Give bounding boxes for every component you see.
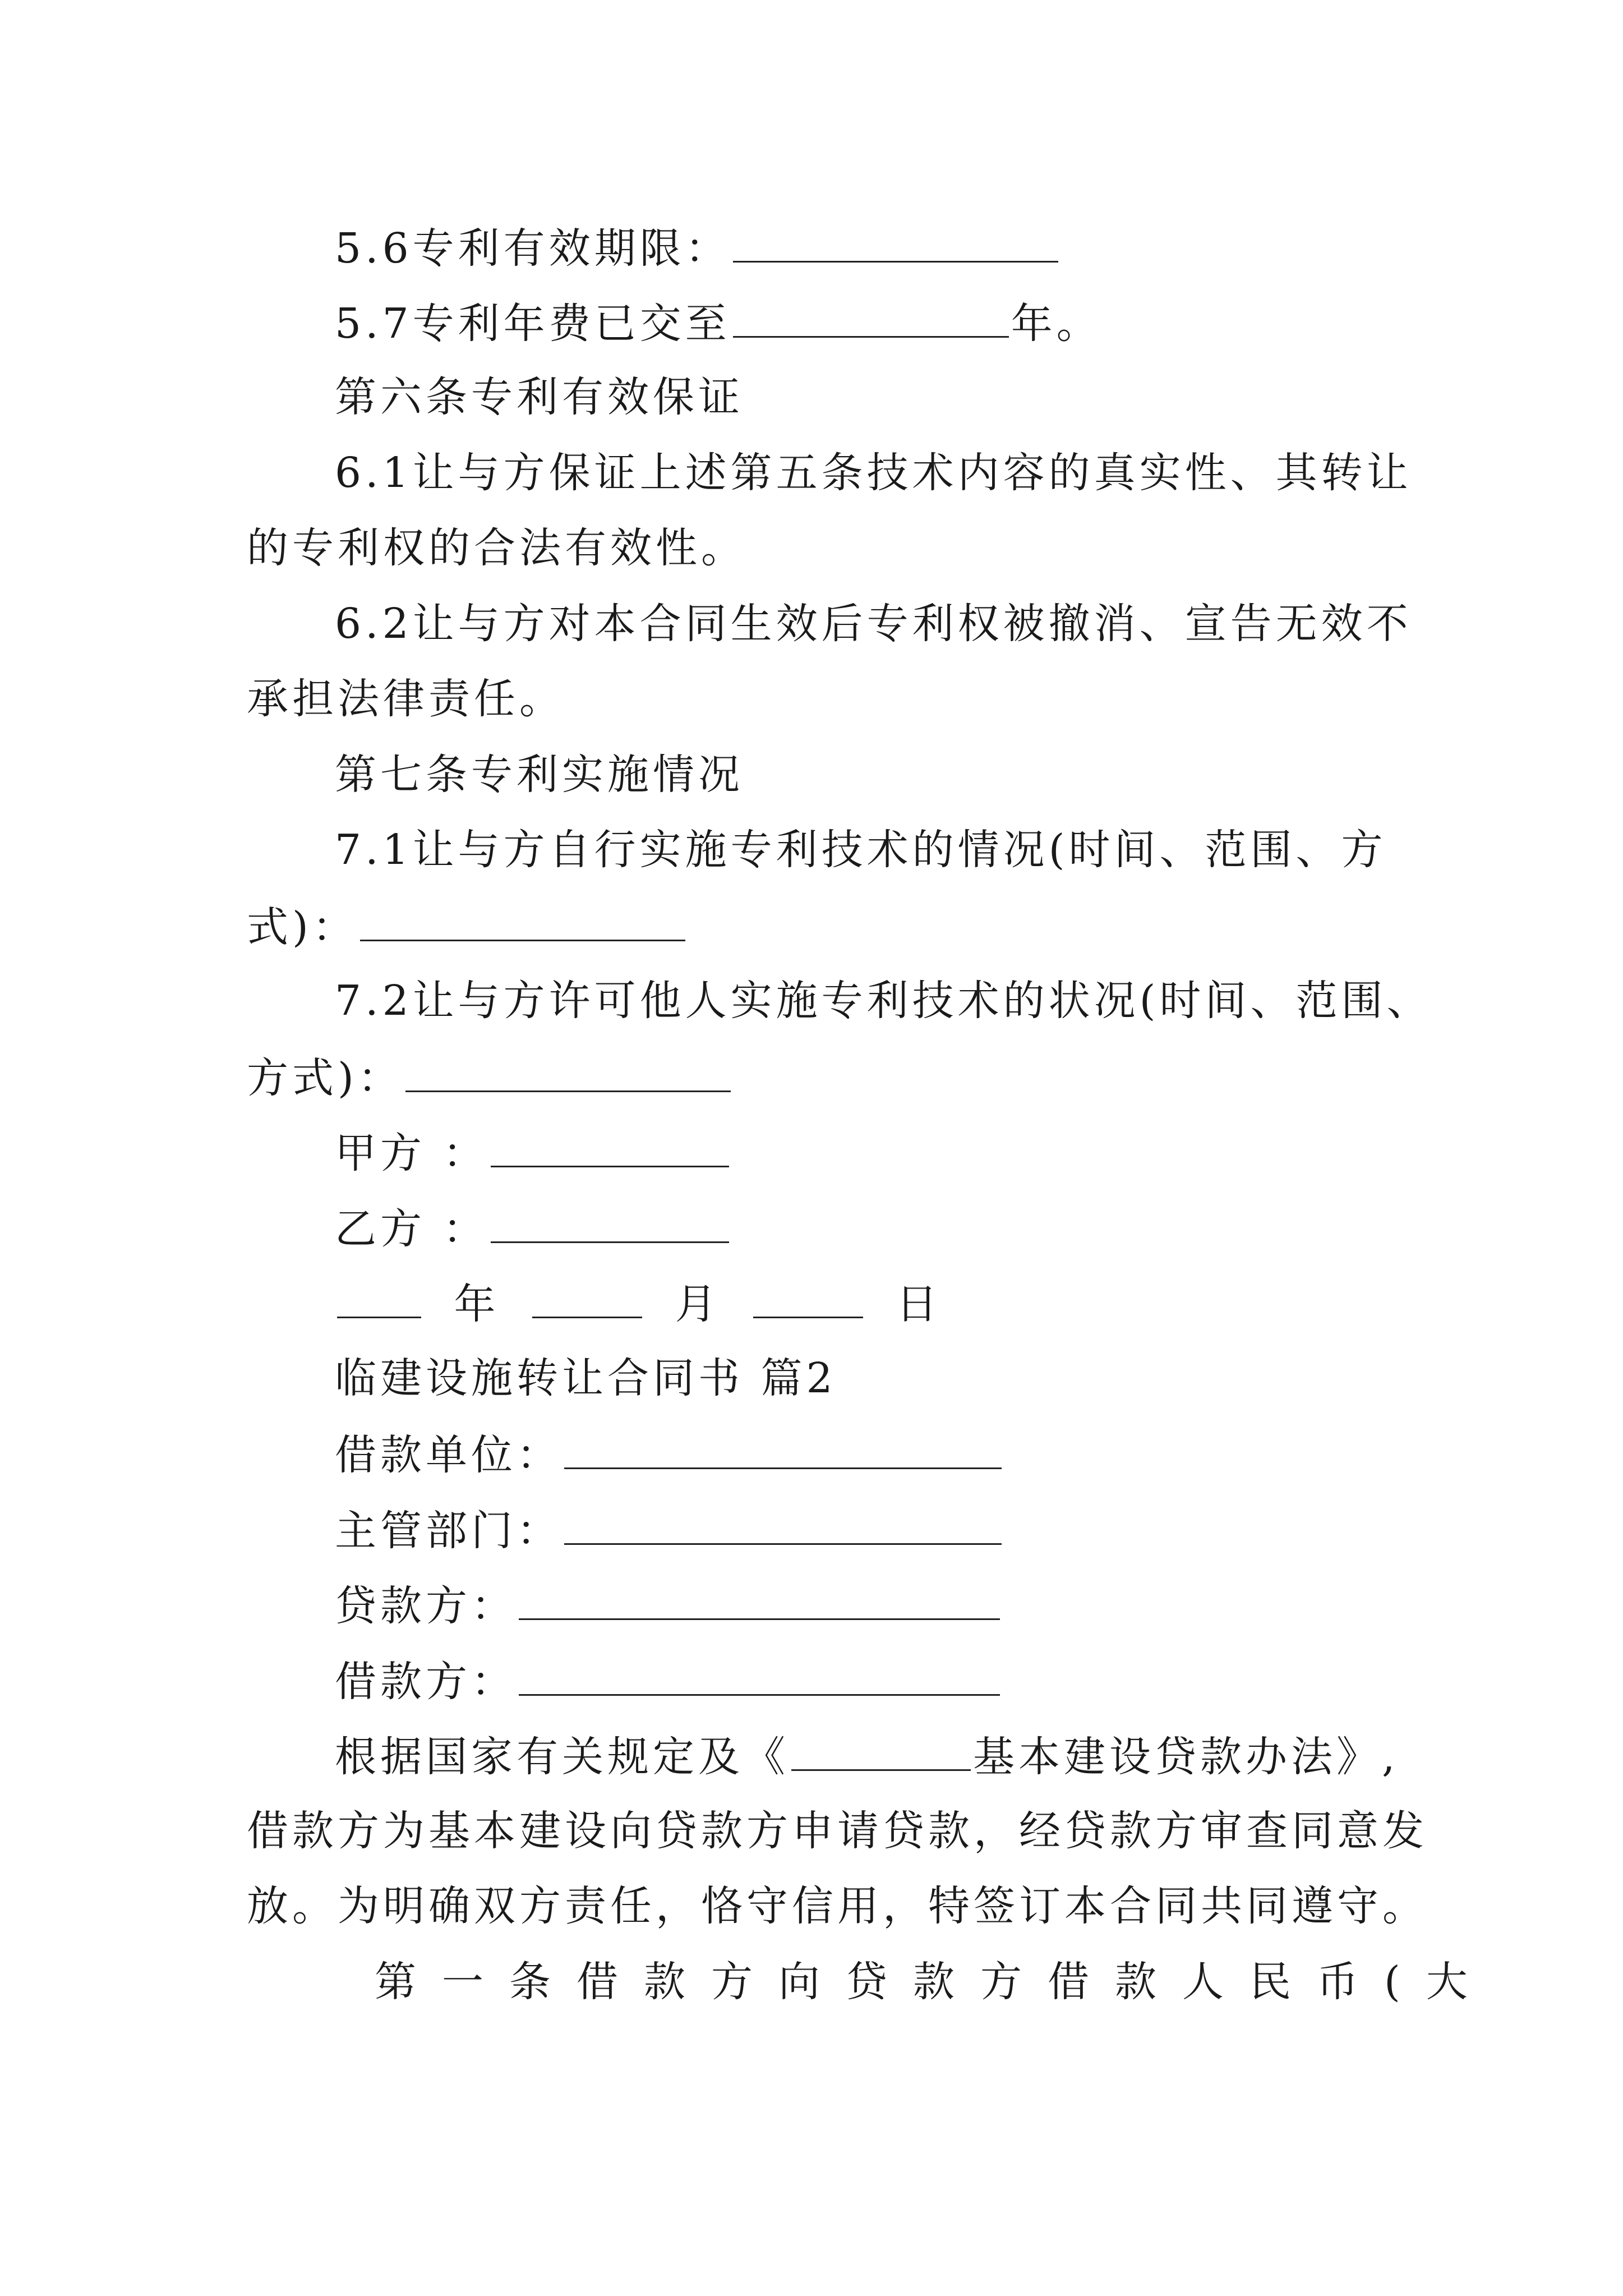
text: 贷款方： xyxy=(335,1582,517,1630)
section-heading: 临建设施转让合同书 篇2 xyxy=(335,1354,837,1402)
text: 方式)： xyxy=(247,1054,403,1102)
preamble-line-1 xyxy=(335,1733,1399,1781)
text: 乙方 ： xyxy=(335,1205,488,1253)
fill-blank xyxy=(532,1282,642,1318)
text: 借款单位： xyxy=(335,1431,562,1479)
date-line xyxy=(335,1280,955,1328)
fill-blank xyxy=(360,905,685,941)
party-a-line xyxy=(335,1129,731,1177)
line-6-2: 6.2让与方对本合同生效后专利权被撤消、宣告无效不 xyxy=(335,600,1412,648)
line-7-2-cont xyxy=(247,1054,733,1102)
line-6-2-cont: 承担法律责任。 xyxy=(247,675,565,723)
article-six-heading: 第六条专利有效保证 xyxy=(335,373,744,421)
fill-blank xyxy=(519,1584,1000,1620)
fill-blank xyxy=(491,1131,729,1167)
fill-blank xyxy=(733,301,1009,338)
text: 主管部门： xyxy=(335,1507,562,1555)
borrower-line xyxy=(335,1658,1002,1706)
text: 日 xyxy=(896,1280,942,1328)
lender-line xyxy=(335,1582,1002,1630)
line-5-6 xyxy=(335,224,1061,273)
article-seven-heading: 第七条专利实施情况 xyxy=(335,751,744,799)
fill-blank xyxy=(564,1433,1002,1469)
line-7-2: 7.2让与方许可他人实施专利技术的状况(时间、范围、 xyxy=(335,977,1432,1025)
text: 根据国家有关规定及《 xyxy=(335,1733,789,1781)
fill-blank xyxy=(564,1508,1002,1545)
fill-blank xyxy=(519,1659,1000,1696)
line-7-1-cont xyxy=(247,903,688,951)
line-7-1: 7.1让与方自行实施专利技术的情况(时间、范围、方 xyxy=(335,826,1387,874)
text: 月 xyxy=(675,1280,721,1328)
preamble-line-2: 借款方为基本建设向贷款方申请贷款，经贷款方审查同意发 xyxy=(247,1807,1428,1855)
text: 年。 xyxy=(1011,300,1102,348)
line-6-1-cont: 的专利权的合法有效性。 xyxy=(247,524,746,572)
text: 基本建设贷款办法》, xyxy=(973,1733,1399,1781)
line-6-1: 6.1让与方保证上述第五条技术内容的真实性、其转让 xyxy=(335,449,1412,497)
fill-blank xyxy=(491,1207,729,1243)
preamble-line-3: 放。为明确双方责任，恪守信用，特签订本合同共同遵守。 xyxy=(247,1882,1428,1930)
text: 5.6专利有效期限： xyxy=(335,224,731,273)
text: 借款方： xyxy=(335,1658,517,1706)
party-b-line xyxy=(335,1205,731,1253)
fill-blank xyxy=(791,1734,971,1771)
supervisor-dept-line xyxy=(335,1507,1004,1555)
fill-blank xyxy=(733,226,1058,263)
text: 式)： xyxy=(247,903,358,951)
text: 年 xyxy=(454,1280,500,1328)
fill-blank xyxy=(337,1282,421,1318)
borrower-unit-line xyxy=(335,1431,1004,1479)
fill-blank xyxy=(405,1056,731,1092)
text: 甲方 ： xyxy=(335,1129,488,1177)
text: 5.7专利年费已交至 xyxy=(335,300,731,348)
article-one-line: 第一条借款方向贷款方借款人民币(大 xyxy=(375,1958,1493,2006)
fill-blank xyxy=(753,1282,863,1318)
line-5-7 xyxy=(335,300,1102,348)
